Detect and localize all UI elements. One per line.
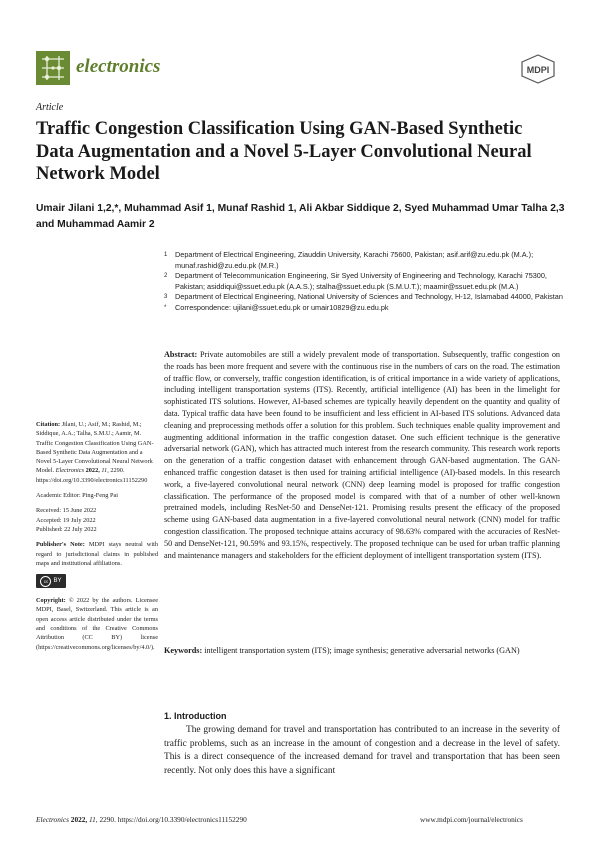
keywords (164, 645, 560, 657)
affiliation-item (164, 271, 564, 292)
cc-by-badge[interactable] (36, 574, 66, 588)
mdpi-logo (519, 54, 557, 84)
footer-year: 2022, (70, 815, 88, 824)
footer-volume: 11, (89, 815, 98, 824)
publisher-note-text: MDPI stays neutral with regard to jurisdictional claims in published maps and institutional affiliations. (36, 541, 159, 567)
affiliation-item (164, 292, 564, 303)
affiliation-number: 3 (164, 294, 168, 301)
citation-doi[interactable]: 2290. https://doi.org/10.3390/electronics11152290 (36, 467, 148, 484)
creative-commons-icon: cc (40, 576, 51, 587)
academic-editor: Academic Editor: Ping-Feng Pai (36, 492, 119, 500)
publisher-note (36, 540, 158, 568)
copyright-text: © 2022 by the authors. Licensee MDPI, Basel, Switzerland. This article is an open access article distributed under the terms and conditions of the Creative Commons Attribution (CC BY) license (https://creativecommons.org/licenses/by/4.0/). (36, 597, 159, 651)
received-date: Received: 15 June 2022 (36, 507, 97, 515)
citation-label: Citation: (36, 421, 61, 428)
affiliations (164, 250, 564, 314)
publisher-note-label: Publisher's Note: (36, 541, 85, 549)
footer-journal-url[interactable]: www.mdpi.com/journal/electronics (420, 815, 523, 824)
affiliation-number: 1 (164, 252, 168, 258)
copyright-label: Copyright: (36, 597, 66, 605)
accepted-date: Accepted: 19 July 2022 (36, 516, 96, 524)
affiliation-number: 2 (164, 273, 168, 280)
footer-doi[interactable]: 2290. https://doi.org/10.3390/electronics11152290 (99, 815, 247, 824)
circuit-icon (36, 51, 70, 85)
correspondence-text: Correspondence: ujilani@ssuet.edu.pk or umair10829@zu.edu.pk (175, 302, 389, 312)
abstract-label: Abstract: (164, 350, 198, 359)
citation-volume: 11, (101, 467, 109, 475)
publisher-name: MDPI (526, 65, 550, 75)
affiliation-text: Department of Telecommunication Engineering, Sir Syed University of Engineering and Technology, Karachi 75300, Pakistan; asiddiqui@ssuet.edu.pk (A.A.S.); stalha@ssuet.edu.pk (S.M.U.T.); maamir@ssuet.edu.pk (M.A.) (175, 271, 547, 291)
abstract-text: Private automobiles are still a widely prevalent mode of transportation. Subsequently, traffic congestion on the roads has been more frequent and severe with the continuous rise in the numbers of cars on the road. The estimation of traffic flow, or conversely, traffic congestion identification, is of critical importance in a wide variety of applications, including intelligent transportation systems (ITS). Recently, artificial intelligence (AI) has been in the limelight for sophisticated ITS solutions. However, AI-based schemes are typically heavily dependent on the quantity and quality of data. Typical traffic data have been found to be insufficient and less efficient in AI-based ITS solutions. Advanced data cleaning and preprocessing methods offer a solution for this problem. Such techniques enable quality improvement and augmenting additional information in the traffic congestion dataset. One such efficient technique is the generative adversarial network (GAN), which has attracted much interest from the research community. This research work reports on the generation of a traffic congestion dataset with enhancement through GAN-based augmentation. The GAN-enhanced traffic congestion dataset is then used for training artificial intelligence (AI)-based models. In this research work, a five-layered convolutional neural network (CNN) deep learning model is proposed for traffic congestion classification. The performance of the proposed model is compared with that of a number of other well-known pretrained models, including ResNet-50 and DenseNet-121. Promising results present the efficacy of the proposed scheme using GAN-based data augmentation in a five-layered convolutional neural network (CNN) model for traffic congestion classification. The proposed technique attains accuracy of 98.63% compared with the accuracies of ResNet-50 and DenseNet-121, 90.59% and 93.15%, respectively. The proposed technique can be used for urban traffic planning and maintenance managers and stakeholders for the efficient deployment of intelligent transportation system (ITS). (164, 350, 561, 560)
section-heading: 1. Introduction (164, 711, 227, 721)
citation-year: 2022, (85, 467, 100, 475)
affiliation-text: Department of Electrical Engineering, Ziauddin University, Karachi 75600, Pakistan; asif.arif@zu.edu.pk (M.A.); munaf.rashid@zu.edu.pk (M.R.) (175, 250, 534, 270)
publication-dates (36, 506, 158, 534)
introduction-paragraph: The growing demand for travel and transportation has contributed to an increase in the severity of traffic problems, such as an increase in the amount of congestion and a decrease in the level of safety. This is a direct consequence of the increased demand for travel and transportation that has been seen recently. Not only does this have a significant (164, 725, 560, 777)
citation-text: Jilani, U.; Asif, M.; Rashid, M.; Siddique, A.A.; Talha, S.M.U.; Aamir, M. Traffic Congestion Classification Using GAN-Based Synthetic Data Augmentation and a Novel 5-Layer Convolutional Neural Network Model. (36, 421, 154, 475)
article-type: Article (36, 102, 64, 113)
cc-badge-label: BY (53, 577, 62, 584)
citation (36, 420, 158, 485)
citation-journal: Electronics (55, 467, 85, 475)
author-list: Umair Jilani 1,2,*, Muhammad Asif 1, Munaf Rashid 1, Ali Akbar Siddique 2, Syed Muhammad Umar Talha 2,3 and Muhammad Aamir 2 (36, 203, 565, 230)
keywords-text: intelligent transportation system (ITS); image synthesis; generative adversarial networks (GAN) (204, 646, 520, 655)
footer-journal: Electronics (36, 815, 69, 824)
footer-citation (36, 815, 247, 824)
journal-name: electronics (76, 56, 161, 77)
keywords-label: Keywords: (164, 646, 203, 655)
journal-logo (36, 51, 70, 85)
copyright-notice (36, 596, 158, 652)
affiliation-item (164, 303, 564, 314)
published-date: Published: 22 July 2022 (36, 525, 97, 533)
abstract (164, 349, 560, 561)
article-title: Traffic Congestion Classification Using GAN-Based Synthetic Data Augmentation and a Novel 5-Layer Convolutional Neural Network Model (36, 119, 532, 184)
sidebar (36, 420, 158, 658)
affiliation-item (164, 250, 564, 271)
affiliation-number: * (164, 304, 167, 311)
affiliation-text: Department of Electrical Engineering, National University of Sciences and Technology, H-12, Islamabad 44000, Pakistan (175, 292, 563, 302)
